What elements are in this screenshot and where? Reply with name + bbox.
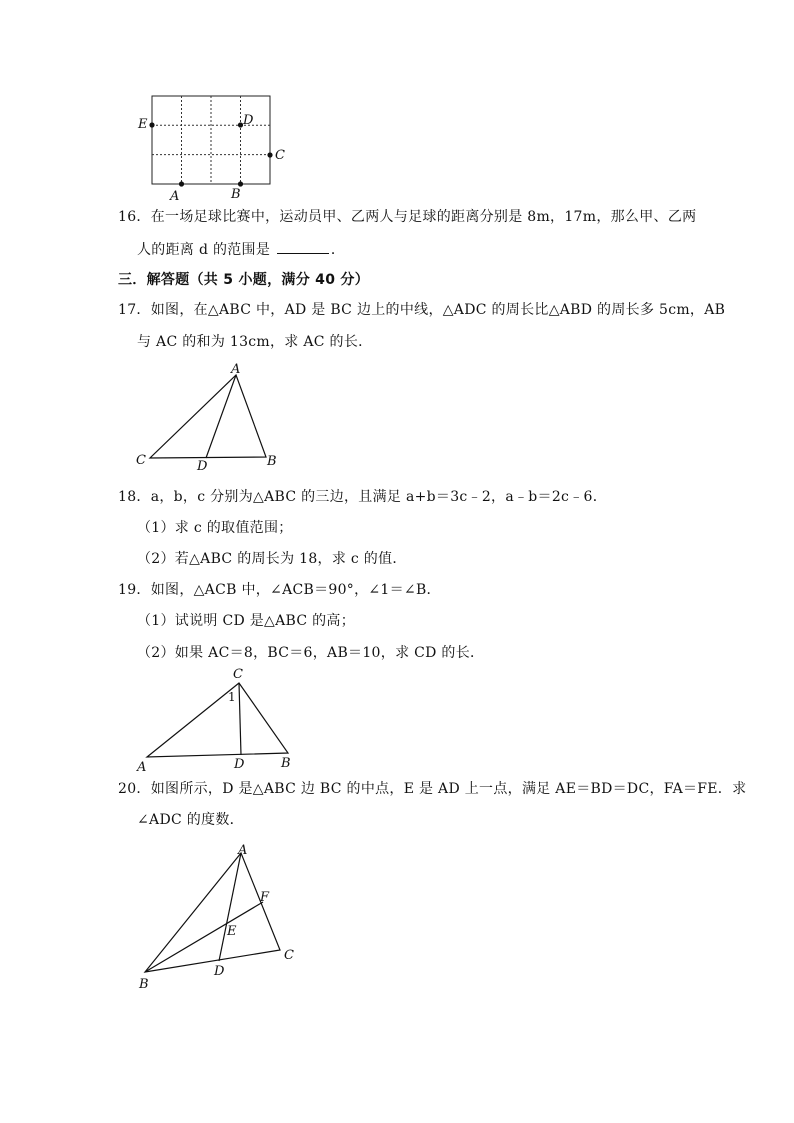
label-D: D [243, 113, 254, 128]
q20-label-B: B [139, 977, 149, 992]
label-E: E [138, 117, 148, 132]
q20-label-E: E [227, 924, 237, 939]
q20-figure [130, 840, 310, 995]
q17-line1: 17．如图，在△ABC 中，AD 是 BC 边上的中线，△ADC 的周长比△ABD 的周长多 5cm，AB [118, 302, 726, 318]
q16-line1: 16．在一场足球比赛中，运动员甲、乙两人与足球的距离分别是 8m，17m，那么甲、乙两 [118, 209, 697, 225]
q18-sub2: （2）若△ABC 的周长为 18，求 c 的值． [137, 551, 407, 567]
label-A: A [170, 189, 180, 204]
q19-sub2: （2）如果 AC＝8，BC＝6，AB＝10，求 CD 的长． [137, 645, 485, 661]
q19-angle-1: 1 [228, 690, 236, 704]
q19-label-D: D [234, 757, 245, 772]
q20-label-A: A [238, 843, 248, 858]
q17-line2: 与 AC 的和为 13cm，求 AC 的长． [137, 334, 373, 350]
point-C [267, 152, 272, 157]
q20-line1: 20．如图所示，D 是△ABC 边 BC 的中点，E 是 AD 上一点，满足 AE＝BD＝DC，FA＝FE．求 [118, 781, 747, 797]
q20-line2: ∠ADC 的度数． [137, 812, 244, 828]
q18-sub1: （1）求 c 的取值范围； [137, 520, 293, 536]
q18-line1: 18．a，b，c 分别为△ABC 的三边，且满足 a+b＝3c﹣2，a﹣b＝2c﹣6． [118, 489, 608, 505]
q20-label-C: C [284, 948, 295, 963]
q19-label-B: B [281, 756, 291, 771]
q16-line2 [137, 239, 345, 260]
q17-label-A: A [231, 362, 241, 377]
q17-label-C: C [136, 453, 147, 468]
q17-label-D: D [197, 459, 208, 474]
q17-label-B: B [267, 454, 277, 469]
grid-figure [130, 88, 300, 208]
point-E [149, 122, 154, 127]
q19-figure [130, 665, 300, 775]
q19-sub1: （1）试说明 CD 是△ABC 的高； [137, 613, 356, 629]
q16-line2-end: ． [330, 242, 346, 258]
label-B: B [231, 187, 241, 202]
q20-label-D: D [214, 964, 225, 979]
q16-answer-blank [277, 239, 329, 254]
q19-label-A: A [137, 760, 147, 775]
q17-figure [130, 360, 290, 475]
section3-title: 三．解答题（共 5 小题，满分 40 分） [118, 272, 370, 288]
label-C: C [275, 148, 286, 163]
point-A [179, 181, 184, 186]
q16-line2-text: 人的距离 d 的范围是 [137, 242, 275, 258]
q20-label-F: F [260, 890, 270, 905]
q19-line1: 19．如图，△ACB 中，∠ACB＝90°，∠1＝∠B． [118, 582, 441, 598]
q19-label-C: C [233, 667, 244, 682]
